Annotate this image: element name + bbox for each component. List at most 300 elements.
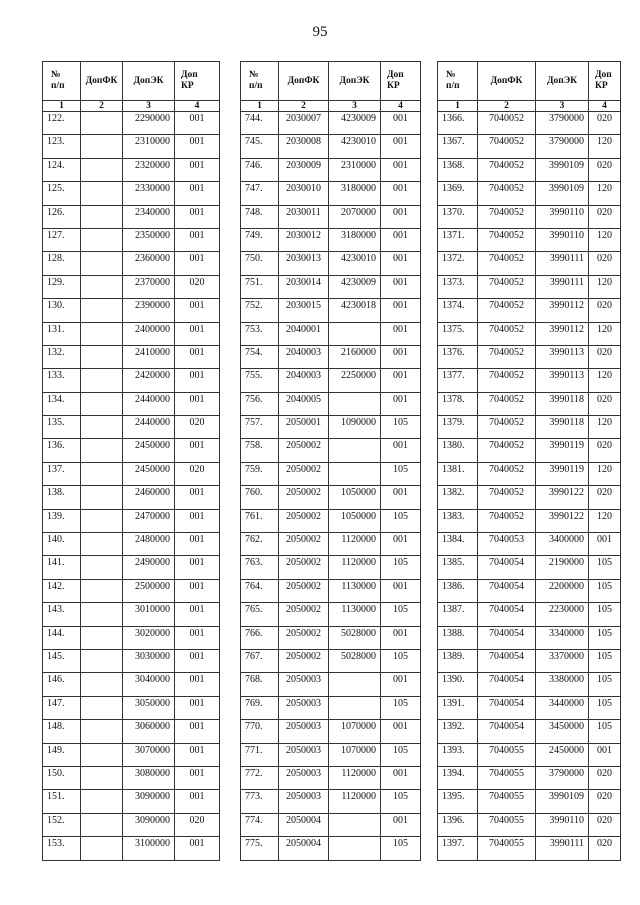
kr-cell: 020	[589, 813, 621, 836]
fk-cell	[81, 462, 123, 485]
fk-cell	[81, 228, 123, 251]
fk-cell: 7040054	[478, 720, 536, 743]
row-number-cell: 748.	[241, 205, 279, 228]
kr-cell: 001	[175, 392, 220, 415]
kr-cell: 020	[589, 252, 621, 275]
kr-cell: 001	[381, 345, 421, 368]
fk-cell: 7040054	[478, 649, 536, 672]
col-number: 3	[123, 101, 175, 112]
table-row	[43, 579, 220, 602]
ek-cell: 2440000	[123, 392, 175, 415]
ek-cell: 1070000	[329, 743, 381, 766]
kr-cell: 105	[381, 416, 421, 439]
ek-cell	[329, 696, 381, 719]
ek-cell: 2250000	[329, 369, 381, 392]
table-row	[241, 345, 421, 368]
table-row	[438, 486, 621, 509]
fk-cell	[81, 696, 123, 719]
ek-cell: 2500000	[123, 579, 175, 602]
kr-cell: 001	[589, 743, 621, 766]
table-row	[438, 462, 621, 485]
fk-cell	[81, 766, 123, 789]
col-number: 3	[329, 101, 381, 112]
fk-cell	[81, 813, 123, 836]
ek-cell: 3990110	[536, 205, 589, 228]
row-number-cell: 1381.	[438, 462, 478, 485]
ek-cell: 3790000	[536, 135, 589, 158]
row-number-cell: 1369.	[438, 182, 478, 205]
ek-cell: 2370000	[123, 275, 175, 298]
fk-cell: 7040052	[478, 112, 536, 135]
fk-cell: 7040052	[478, 228, 536, 251]
ek-cell: 3990113	[536, 369, 589, 392]
kr-cell: 120	[589, 322, 621, 345]
ek-cell: 3070000	[123, 743, 175, 766]
fk-cell: 7040052	[478, 205, 536, 228]
row-number-cell: 763.	[241, 556, 279, 579]
row-number-cell: 756.	[241, 392, 279, 415]
ek-cell: 3990119	[536, 439, 589, 462]
ek-cell: 3440000	[536, 696, 589, 719]
row-number-cell: 1383.	[438, 509, 478, 532]
kr-cell: 105	[589, 673, 621, 696]
table-row	[43, 533, 220, 556]
ek-cell: 1050000	[329, 486, 381, 509]
fk-cell: 2050003	[279, 790, 329, 813]
ek-cell: 2450000	[123, 439, 175, 462]
table-row	[43, 112, 220, 135]
table-row	[43, 649, 220, 672]
header-ek: ДопЭК	[536, 62, 589, 101]
table-row	[241, 579, 421, 602]
kr-cell: 120	[589, 182, 621, 205]
table-row	[438, 322, 621, 345]
col-number: 3	[536, 101, 589, 112]
table-row	[43, 135, 220, 158]
ek-cell: 3990109	[536, 790, 589, 813]
row-number-cell: 151.	[43, 790, 81, 813]
fk-cell: 7040052	[478, 509, 536, 532]
row-number-cell: 766.	[241, 626, 279, 649]
kr-cell: 105	[589, 603, 621, 626]
kr-cell: 001	[175, 205, 220, 228]
kr-cell: 020	[589, 205, 621, 228]
fk-cell: 2050003	[279, 696, 329, 719]
row-number-cell: 761.	[241, 509, 279, 532]
row-number-cell: 1396.	[438, 813, 478, 836]
kr-cell: 001	[381, 252, 421, 275]
ek-cell: 3990110	[536, 813, 589, 836]
ek-cell: 3090000	[123, 790, 175, 813]
ek-cell: 2480000	[123, 533, 175, 556]
fk-cell: 2050004	[279, 837, 329, 860]
ek-cell: 3990109	[536, 158, 589, 181]
table-row	[43, 790, 220, 813]
fk-cell: 2050002	[279, 462, 329, 485]
row-number-cell: 759.	[241, 462, 279, 485]
ek-cell: 2460000	[123, 486, 175, 509]
table-row	[241, 322, 421, 345]
ek-cell: 2410000	[123, 345, 175, 368]
ek-cell: 4230018	[329, 299, 381, 322]
row-number-cell: 149.	[43, 743, 81, 766]
row-number-cell: 752.	[241, 299, 279, 322]
header-num: № п/п	[241, 62, 279, 101]
table-row	[241, 603, 421, 626]
ek-cell: 3010000	[123, 603, 175, 626]
row-number-cell: 1395.	[438, 790, 478, 813]
fk-cell	[81, 603, 123, 626]
ek-cell: 2290000	[123, 112, 175, 135]
kr-cell: 120	[589, 462, 621, 485]
fk-cell: 2030012	[279, 228, 329, 251]
fk-cell: 7040055	[478, 766, 536, 789]
header-row	[438, 62, 621, 101]
ek-cell: 2160000	[329, 345, 381, 368]
fk-cell	[81, 182, 123, 205]
row-number-cell: 135.	[43, 416, 81, 439]
table-row	[438, 813, 621, 836]
header-row	[241, 62, 421, 101]
ek-cell: 3990113	[536, 345, 589, 368]
kr-cell: 001	[381, 720, 421, 743]
ek-cell: 4230010	[329, 252, 381, 275]
kr-cell: 120	[589, 509, 621, 532]
fk-cell: 2050002	[279, 533, 329, 556]
fk-cell	[81, 743, 123, 766]
fk-cell: 2040003	[279, 345, 329, 368]
fk-cell	[81, 790, 123, 813]
table-row	[241, 673, 421, 696]
header-fk: ДопФК	[279, 62, 329, 101]
ek-cell: 3990112	[536, 299, 589, 322]
fk-cell: 7040052	[478, 182, 536, 205]
fk-cell: 7040052	[478, 158, 536, 181]
fk-cell	[81, 509, 123, 532]
ek-cell: 3340000	[536, 626, 589, 649]
kr-cell: 020	[589, 837, 621, 860]
header-ek: ДопЭК	[123, 62, 175, 101]
fk-cell: 2050003	[279, 673, 329, 696]
col-number: 4	[381, 101, 421, 112]
row-number-cell: 150.	[43, 766, 81, 789]
table-row	[43, 556, 220, 579]
table-row	[241, 462, 421, 485]
fk-cell: 2050001	[279, 416, 329, 439]
kr-cell: 105	[381, 837, 421, 860]
ek-cell: 3370000	[536, 649, 589, 672]
fk-cell: 2050002	[279, 439, 329, 462]
table-row	[438, 837, 621, 860]
row-number-cell: 147.	[43, 696, 81, 719]
ek-cell: 2390000	[123, 299, 175, 322]
kr-cell: 001	[175, 439, 220, 462]
row-number-cell: 129.	[43, 275, 81, 298]
table-row	[43, 252, 220, 275]
row-number-cell: 767.	[241, 649, 279, 672]
ek-cell: 3990111	[536, 275, 589, 298]
row-number-cell: 133.	[43, 369, 81, 392]
ek-cell	[329, 673, 381, 696]
ek-cell: 3380000	[536, 673, 589, 696]
fk-cell: 7040052	[478, 439, 536, 462]
kr-cell: 020	[589, 439, 621, 462]
fk-cell: 7040052	[478, 486, 536, 509]
ek-cell: 3790000	[536, 766, 589, 789]
kr-cell: 105	[589, 626, 621, 649]
kr-cell: 001	[381, 392, 421, 415]
header-fk: ДопФК	[81, 62, 123, 101]
ek-cell: 3090000	[123, 813, 175, 836]
kr-cell: 001	[175, 533, 220, 556]
row-number-cell: 1378.	[438, 392, 478, 415]
table-row	[43, 228, 220, 251]
table-row	[438, 158, 621, 181]
row-number-cell: 772.	[241, 766, 279, 789]
kr-cell: 120	[589, 228, 621, 251]
row-number-cell: 745.	[241, 135, 279, 158]
fk-cell: 2050002	[279, 579, 329, 602]
kr-cell: 120	[589, 416, 621, 439]
col-number: 1	[438, 101, 478, 112]
kr-cell: 001	[381, 673, 421, 696]
row-number-cell: 1375.	[438, 322, 478, 345]
table-row	[43, 299, 220, 322]
table-row	[241, 813, 421, 836]
ek-cell	[329, 322, 381, 345]
kr-cell: 105	[589, 579, 621, 602]
row-number-cell: 142.	[43, 579, 81, 602]
row-number-cell: 128.	[43, 252, 81, 275]
kr-cell: 001	[175, 228, 220, 251]
ek-cell: 3180000	[329, 182, 381, 205]
fk-cell: 7040052	[478, 345, 536, 368]
row-number-cell: 145.	[43, 649, 81, 672]
ek-cell: 3990112	[536, 322, 589, 345]
fk-cell: 2030014	[279, 275, 329, 298]
fk-cell	[81, 299, 123, 322]
table-row	[438, 766, 621, 789]
fk-cell: 2030009	[279, 158, 329, 181]
kr-cell: 001	[381, 112, 421, 135]
ek-cell: 3790000	[536, 112, 589, 135]
row-number-cell: 751.	[241, 275, 279, 298]
ek-cell: 1130000	[329, 603, 381, 626]
ek-cell: 1090000	[329, 416, 381, 439]
table-row	[438, 509, 621, 532]
kr-cell: 120	[589, 275, 621, 298]
row-number-cell: 1371.	[438, 228, 478, 251]
row-number-cell: 122.	[43, 112, 81, 135]
ek-cell	[329, 462, 381, 485]
kr-cell: 001	[381, 205, 421, 228]
kr-cell: 020	[589, 345, 621, 368]
row-number-cell: 153.	[43, 837, 81, 860]
fk-cell: 2050002	[279, 603, 329, 626]
table-row	[438, 649, 621, 672]
kr-cell: 001	[175, 556, 220, 579]
fk-cell	[81, 369, 123, 392]
ek-cell: 2400000	[123, 322, 175, 345]
fk-cell: 7040054	[478, 673, 536, 696]
ek-cell: 2360000	[123, 252, 175, 275]
row-number-cell: 1391.	[438, 696, 478, 719]
kr-cell: 020	[589, 766, 621, 789]
ek-cell: 3100000	[123, 837, 175, 860]
fk-cell: 2040001	[279, 322, 329, 345]
table-row	[43, 673, 220, 696]
row-number-cell: 152.	[43, 813, 81, 836]
row-number-cell: 146.	[43, 673, 81, 696]
kr-cell: 001	[381, 626, 421, 649]
ek-cell: 2420000	[123, 369, 175, 392]
ek-cell: 2330000	[123, 182, 175, 205]
kr-cell: 001	[381, 228, 421, 251]
data-table-1	[42, 61, 220, 861]
row-number-cell: 134.	[43, 392, 81, 415]
fk-cell: 7040053	[478, 533, 536, 556]
table-row	[438, 556, 621, 579]
fk-cell: 7040054	[478, 626, 536, 649]
fk-cell: 2030011	[279, 205, 329, 228]
kr-cell: 001	[381, 369, 421, 392]
kr-cell: 001	[175, 603, 220, 626]
kr-cell: 105	[589, 556, 621, 579]
kr-cell: 001	[175, 766, 220, 789]
fk-cell	[81, 720, 123, 743]
kr-cell: 020	[589, 299, 621, 322]
kr-cell: 020	[589, 790, 621, 813]
row-number-cell: 1384.	[438, 533, 478, 556]
fk-cell	[81, 392, 123, 415]
table-row	[43, 182, 220, 205]
row-number-cell: 1373.	[438, 275, 478, 298]
fk-cell: 7040052	[478, 416, 536, 439]
kr-cell: 001	[381, 813, 421, 836]
table-row	[43, 158, 220, 181]
kr-cell: 001	[381, 275, 421, 298]
ek-cell: 2490000	[123, 556, 175, 579]
ek-cell: 4230009	[329, 112, 381, 135]
fk-cell	[81, 322, 123, 345]
col-number: 1	[241, 101, 279, 112]
row-number-cell: 1368.	[438, 158, 478, 181]
kr-cell: 020	[589, 486, 621, 509]
ek-cell: 2310000	[123, 135, 175, 158]
row-number-cell: 749.	[241, 228, 279, 251]
kr-cell: 020	[175, 416, 220, 439]
row-number-cell: 774.	[241, 813, 279, 836]
table-row	[438, 603, 621, 626]
row-number-cell: 1376.	[438, 345, 478, 368]
fk-cell: 2050003	[279, 766, 329, 789]
kr-cell: 105	[589, 696, 621, 719]
col-number: 2	[279, 101, 329, 112]
ek-cell: 2450000	[536, 743, 589, 766]
kr-cell: 001	[175, 369, 220, 392]
kr-cell: 001	[381, 579, 421, 602]
kr-cell: 001	[381, 533, 421, 556]
table-row	[43, 813, 220, 836]
table-row	[438, 392, 621, 415]
kr-cell: 120	[589, 369, 621, 392]
table-row	[241, 790, 421, 813]
row-number-cell: 1382.	[438, 486, 478, 509]
fk-cell	[81, 205, 123, 228]
table-row	[43, 509, 220, 532]
kr-cell: 105	[381, 790, 421, 813]
table-row	[43, 837, 220, 860]
ek-cell: 1120000	[329, 556, 381, 579]
kr-cell: 001	[381, 182, 421, 205]
fk-cell	[81, 252, 123, 275]
ek-cell: 1120000	[329, 790, 381, 813]
ek-cell: 2440000	[123, 416, 175, 439]
row-number-cell: 762.	[241, 533, 279, 556]
row-number-cell: 138.	[43, 486, 81, 509]
kr-cell: 001	[589, 533, 621, 556]
kr-cell: 020	[175, 462, 220, 485]
kr-cell: 001	[381, 766, 421, 789]
ek-cell: 3990118	[536, 416, 589, 439]
row-number-cell: 131.	[43, 322, 81, 345]
ek-cell: 2310000	[329, 158, 381, 181]
table-row	[438, 579, 621, 602]
col-number: 4	[175, 101, 220, 112]
row-number-cell: 753.	[241, 322, 279, 345]
row-number-cell: 126.	[43, 205, 81, 228]
kr-cell: 120	[589, 135, 621, 158]
ek-cell	[329, 439, 381, 462]
row-number-cell: 1392.	[438, 720, 478, 743]
ek-cell: 3990111	[536, 252, 589, 275]
data-table-3	[437, 61, 621, 861]
kr-cell: 001	[175, 486, 220, 509]
ek-cell: 2470000	[123, 509, 175, 532]
kr-cell: 001	[175, 579, 220, 602]
kr-cell: 020	[589, 112, 621, 135]
ek-cell: 2350000	[123, 228, 175, 251]
row-number-cell: 769.	[241, 696, 279, 719]
ek-cell: 1070000	[329, 720, 381, 743]
ek-cell: 3020000	[123, 626, 175, 649]
row-number-cell: 1379.	[438, 416, 478, 439]
fk-cell: 7040052	[478, 252, 536, 275]
row-number-cell: 1393.	[438, 743, 478, 766]
row-number-cell: 757.	[241, 416, 279, 439]
row-number-cell: 144.	[43, 626, 81, 649]
ek-cell: 3180000	[329, 228, 381, 251]
row-number-cell: 1377.	[438, 369, 478, 392]
kr-cell: 001	[381, 135, 421, 158]
row-number-cell: 137.	[43, 462, 81, 485]
ek-cell: 2070000	[329, 205, 381, 228]
ek-cell: 2450000	[123, 462, 175, 485]
table-row	[241, 392, 421, 415]
ek-cell: 3990118	[536, 392, 589, 415]
table-row	[438, 135, 621, 158]
kr-cell: 001	[381, 486, 421, 509]
table-row	[241, 696, 421, 719]
row-number-cell: 1367.	[438, 135, 478, 158]
table-row	[438, 205, 621, 228]
fk-cell: 2040005	[279, 392, 329, 415]
row-number-cell: 1372.	[438, 252, 478, 275]
table-row	[241, 228, 421, 251]
ek-cell: 2340000	[123, 205, 175, 228]
table-row	[241, 626, 421, 649]
table-row	[438, 439, 621, 462]
